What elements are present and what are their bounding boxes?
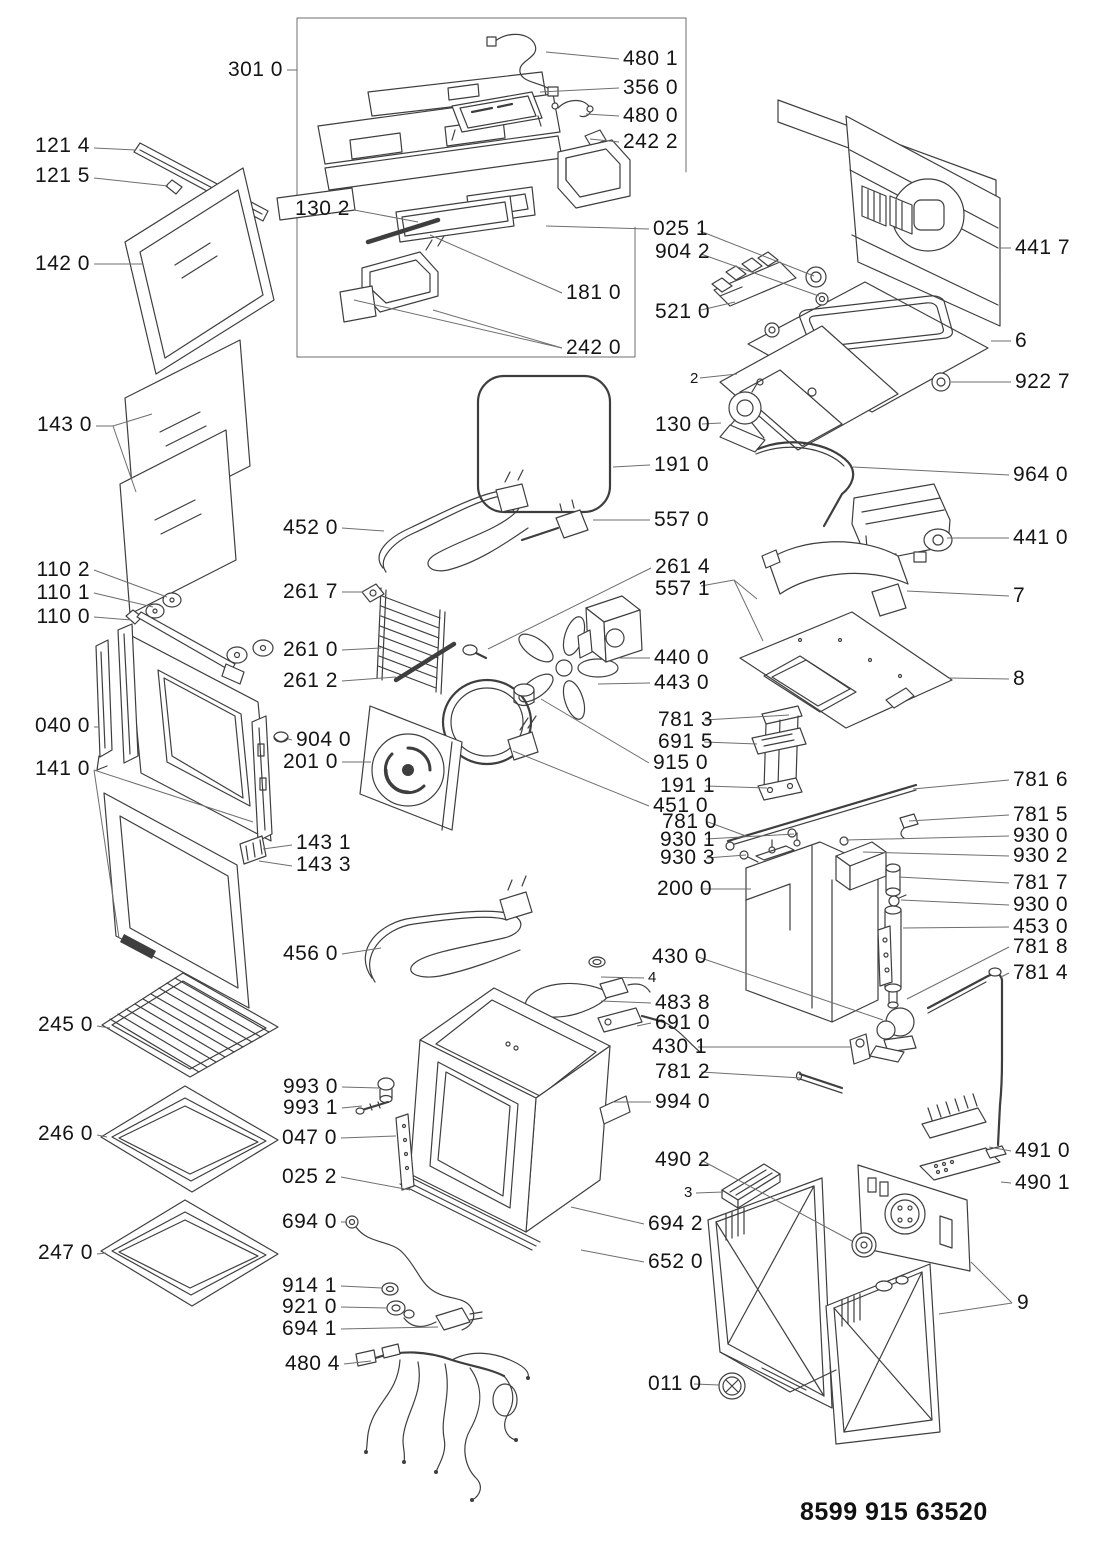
part-label: 025 1 <box>653 217 709 240</box>
part-label: 930 1 <box>660 828 716 851</box>
part-label: 694 1 <box>281 1317 337 1340</box>
part-label: 200 0 <box>657 877 713 900</box>
part-label: 141 0 <box>34 757 90 780</box>
part-label: 121 5 <box>34 164 90 187</box>
leader-line <box>541 699 649 763</box>
part-label: 110 2 <box>36 558 90 581</box>
leader-line <box>637 1023 651 1026</box>
leader-line <box>701 1160 852 1241</box>
part-label: 781 5 <box>1013 803 1069 826</box>
leader-line <box>430 235 562 293</box>
part-label: 456 0 <box>282 942 338 965</box>
part-label: 993 1 <box>282 1096 338 1119</box>
part-label: 480 0 <box>623 104 679 127</box>
leader-line <box>909 815 1009 821</box>
leader-line <box>613 465 650 467</box>
leader-line <box>907 947 1009 999</box>
leader-line <box>734 580 757 599</box>
part-label: 261 4 <box>655 555 711 578</box>
leader-line <box>706 786 767 788</box>
part-label: 480 1 <box>623 47 679 70</box>
leader-line <box>354 210 418 222</box>
part-label: 490 1 <box>1015 1171 1071 1194</box>
part-label: 430 0 <box>652 945 708 968</box>
part-label: 181 0 <box>566 281 622 304</box>
part-label: 441 0 <box>1013 526 1069 549</box>
part-label: 7 <box>1013 584 1026 607</box>
leader-line <box>342 1087 379 1088</box>
part-label: 694 0 <box>281 1210 337 1233</box>
part-label: 247 0 <box>37 1241 93 1264</box>
part-label: 914 1 <box>281 1274 337 1297</box>
part-label: 964 0 <box>1013 463 1069 486</box>
leader-line <box>488 568 651 649</box>
part-label: 245 0 <box>37 1013 93 1036</box>
leader-line <box>113 414 152 426</box>
leader-line <box>701 1072 801 1078</box>
leader-line <box>433 310 562 348</box>
part-label: 261 0 <box>282 638 338 661</box>
part-label: 142 0 <box>34 252 90 275</box>
part-label: 301 0 <box>227 58 283 81</box>
leader-line <box>903 927 1009 928</box>
leader-line <box>1001 973 1009 977</box>
leader-line <box>341 1327 438 1329</box>
leader-line <box>706 834 794 839</box>
leader-line <box>341 1177 410 1190</box>
leader-line <box>342 1106 362 1108</box>
leader-line <box>598 683 650 684</box>
part-label: 110 0 <box>36 605 90 628</box>
part-label: 110 1 <box>36 581 90 604</box>
part-label: 781 7 <box>1013 871 1069 894</box>
part-label: 694 2 <box>648 1212 704 1235</box>
leader-line <box>701 254 819 296</box>
leader-line <box>586 114 619 116</box>
part-label: 2 <box>690 370 699 387</box>
leader-line <box>94 178 168 186</box>
leader-line <box>901 900 1009 905</box>
part-label: 191 0 <box>654 453 710 476</box>
leader-line <box>698 957 883 1020</box>
part-label: 994 0 <box>655 1090 711 1113</box>
leader-line <box>590 139 619 142</box>
part-label: 993 0 <box>282 1075 338 1098</box>
part-label: 143 3 <box>296 853 352 876</box>
leader-line <box>913 780 1009 789</box>
part-label: 930 2 <box>1013 844 1069 867</box>
leader-line <box>571 1207 644 1224</box>
part-label: 443 0 <box>654 671 710 694</box>
part-label: 4 <box>648 969 657 986</box>
part-label: 356 0 <box>623 76 679 99</box>
part-label: 691 5 <box>658 730 714 753</box>
part-label: 781 2 <box>655 1060 711 1083</box>
part-label: 781 6 <box>1013 768 1069 791</box>
leader-line <box>342 948 381 954</box>
leader-line <box>601 1001 651 1003</box>
part-label: 8 <box>1013 667 1026 690</box>
part-label: 521 0 <box>655 300 711 323</box>
part-label: 781 4 <box>1013 961 1069 984</box>
part-label: 6 <box>1015 329 1028 352</box>
leader-line <box>863 852 1009 856</box>
part-label: 930 3 <box>660 846 716 869</box>
leader-line <box>113 426 136 492</box>
part-label: 921 0 <box>281 1295 337 1318</box>
part-label: 201 0 <box>282 750 338 773</box>
leader-line <box>1001 1182 1011 1183</box>
leader-line <box>94 770 119 938</box>
part-label: 441 7 <box>1015 236 1071 259</box>
leader-line <box>907 591 1009 596</box>
part-label: 452 0 <box>282 516 338 539</box>
part-label: 130 0 <box>655 413 711 436</box>
part-label: 451 0 <box>653 794 709 817</box>
leader-line <box>846 836 1009 840</box>
part-label: 9 <box>1017 1291 1030 1314</box>
part-label: 143 1 <box>296 831 352 854</box>
part-label: 557 1 <box>655 577 711 600</box>
leader-line <box>540 88 619 92</box>
part-label: 047 0 <box>281 1126 337 1149</box>
part-label: 491 0 <box>1015 1139 1071 1162</box>
part-label: 246 0 <box>37 1122 93 1145</box>
leader-line <box>853 467 1009 475</box>
part-label: 904 2 <box>655 240 711 263</box>
leader-line <box>342 528 384 531</box>
leader-line <box>97 1253 106 1254</box>
part-label: 011 0 <box>648 1372 702 1395</box>
part-label: 143 0 <box>36 413 92 436</box>
leader-line <box>341 1136 396 1138</box>
part-label: 3 <box>684 1184 693 1201</box>
leader-line <box>939 1303 1012 1314</box>
part-label: 483 8 <box>655 991 711 1014</box>
part-label: 915 0 <box>653 751 709 774</box>
leader-line <box>971 1262 1012 1303</box>
document-number: 8599 915 63520 <box>800 1498 988 1526</box>
part-label: 453 0 <box>1013 915 1069 938</box>
leader-line <box>700 374 737 378</box>
part-label: 781 3 <box>658 708 714 731</box>
part-label: 922 7 <box>1015 370 1071 393</box>
leader-line <box>949 678 1009 679</box>
part-label: 930 0 <box>1013 893 1069 916</box>
leader-line <box>94 148 136 150</box>
leader-line <box>700 231 814 276</box>
leader-line <box>97 1135 107 1137</box>
part-label: 930 0 <box>1013 824 1069 847</box>
part-label: 121 4 <box>34 134 90 157</box>
leader-line <box>601 977 644 978</box>
part-label: 490 2 <box>655 1148 711 1171</box>
leader-line <box>342 677 396 681</box>
part-label: 242 2 <box>623 130 679 153</box>
leader-line <box>342 648 381 650</box>
leader-line <box>546 226 649 229</box>
leader-line <box>94 770 253 822</box>
part-label: 781 0 <box>662 810 718 833</box>
leader-line <box>94 570 167 597</box>
leader-line <box>263 845 292 849</box>
leader-line <box>513 751 649 806</box>
leader-line <box>581 1250 644 1262</box>
leader-line <box>288 739 292 740</box>
leader-line <box>696 1192 723 1193</box>
leader-line <box>341 1307 387 1308</box>
leader-line <box>899 877 1009 883</box>
part-label: 904 0 <box>296 728 352 751</box>
part-label: 480 4 <box>284 1352 340 1375</box>
part-label: 242 0 <box>566 336 622 359</box>
part-label: 191 1 <box>660 774 716 797</box>
leader-line <box>546 52 619 59</box>
leader-line <box>259 861 292 866</box>
part-label: 440 0 <box>654 646 710 669</box>
part-label: 261 2 <box>282 669 338 692</box>
leader-line <box>94 617 131 620</box>
part-label: 691 0 <box>655 1011 711 1034</box>
part-label: 040 0 <box>34 714 90 737</box>
part-label: 781 8 <box>1013 935 1069 958</box>
part-label: 557 0 <box>654 508 710 531</box>
leader-line <box>704 715 789 720</box>
part-label: 652 0 <box>648 1250 704 1273</box>
part-label: 261 7 <box>282 580 338 603</box>
leader-line <box>94 593 153 607</box>
leader-line <box>97 1026 110 1028</box>
part-label: 025 2 <box>281 1165 337 1188</box>
leader-line <box>354 300 562 348</box>
part-label: 130 2 <box>294 197 350 220</box>
leader-line <box>341 1286 383 1288</box>
leader-line <box>989 1147 1011 1151</box>
leader-line <box>344 1361 371 1364</box>
leader-line <box>734 580 763 641</box>
part-label: 430 1 <box>652 1035 708 1058</box>
